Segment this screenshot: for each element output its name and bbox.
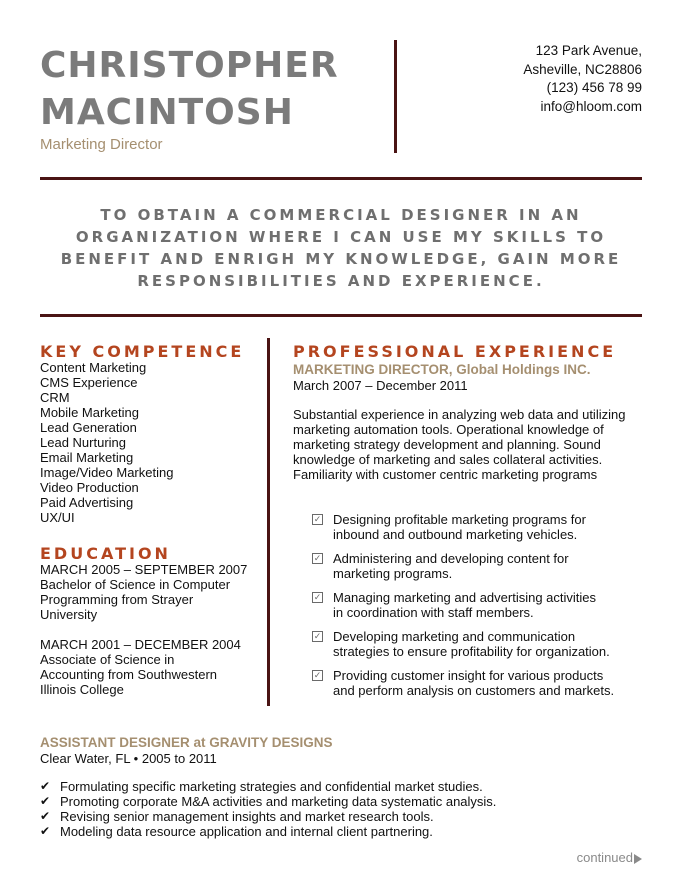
checkmark-icon: ✔: [40, 809, 51, 823]
summary-line: marketing strategy development and planning. Sound: [293, 437, 601, 452]
objective-line: RESPONSIBILITIES AND EXPERIENCE.: [137, 272, 545, 290]
summary-line: knowledge of marketing and sales collateral activities.: [293, 452, 603, 467]
duty-item: [312, 551, 632, 581]
education-list: [40, 562, 260, 697]
duty-item: [40, 809, 496, 824]
job2-title: ASSISTANT DESIGNER at GRAVITY DESIGNS: [40, 735, 333, 750]
checkmark-icon: ✔: [40, 779, 51, 793]
competence-list: [40, 360, 173, 525]
competence-item: Lead Nurturing: [40, 435, 126, 450]
last-name: MACINTOSH: [40, 92, 294, 133]
duty-line: Developing marketing and communication: [333, 629, 576, 644]
competence-item: Mobile Marketing: [40, 405, 139, 420]
summary-line: Familiarity with customer centric marketing programs: [293, 467, 598, 482]
education-heading: EDUCATION: [40, 544, 171, 563]
job2-duties: [40, 779, 496, 839]
duty-text: Revising senior management insights and market research tools.: [60, 809, 434, 824]
checkbox-icon: ✓: [313, 631, 322, 641]
contact-city: Asheville, NC28806: [523, 61, 642, 77]
duty-item: [312, 512, 632, 542]
duty-line: and perform analysis on customers and markets.: [333, 683, 615, 698]
checkbox-icon: ✓: [313, 514, 322, 524]
checkmark-icon: ✔: [40, 824, 51, 838]
competence-item: CRM: [40, 390, 70, 405]
duty-item: [40, 779, 496, 794]
duty-item: [312, 668, 632, 698]
competence-item: UX/UI: [40, 510, 75, 525]
column-divider: [267, 338, 270, 706]
competence-item: Content Marketing: [40, 360, 147, 375]
education-line: Illinois College: [40, 682, 124, 697]
competence-item: CMS Experience: [40, 375, 138, 390]
competence-item: Video Production: [40, 480, 139, 495]
education-dates: MARCH 2005 – SEPTEMBER 2007: [40, 562, 248, 577]
job1-title: MARKETING DIRECTOR, Global Holdings INC.: [293, 362, 591, 377]
duty-text: Promoting corporate M&A activities and marketing data systematic analysis.: [60, 794, 497, 809]
duty-item: [312, 629, 632, 659]
duty-item: [312, 590, 632, 620]
duty-line: strategies to ensure profitability for organization.: [333, 644, 610, 659]
continued-indicator: [577, 850, 642, 865]
first-name: CHRISTOPHER: [40, 45, 339, 86]
job1-dates: March 2007 – December 2011: [293, 378, 468, 393]
duty-line: in coordination with staff members.: [333, 605, 534, 620]
duty-item: [40, 794, 496, 809]
education-line: Associate of Science in: [40, 652, 175, 667]
job1-summary: [293, 407, 643, 482]
checkbox-icon: ✓: [313, 553, 322, 563]
checkmark-icon: ✔: [40, 794, 51, 808]
objective-statement: [40, 204, 642, 292]
contact-block: [523, 42, 642, 116]
continued-label: continued: [576, 850, 633, 865]
triangle-right-icon: [634, 854, 642, 864]
duty-line: marketing programs.: [333, 566, 453, 581]
competence-item: Image/Video Marketing: [40, 465, 174, 480]
checkbox-icon: ✓: [313, 592, 322, 602]
middle-rule: [40, 314, 642, 317]
education-line: Programming from Strayer: [40, 592, 194, 607]
contact-phone: (123) 456 78 99: [546, 80, 642, 95]
education-line: Bachelor of Science in Computer: [40, 577, 231, 592]
duty-line: Managing marketing and advertising activities: [333, 590, 597, 605]
duty-line: Designing profitable marketing programs for: [333, 512, 586, 527]
education-line: University: [40, 607, 98, 622]
competence-heading: KEY COMPETENCE: [40, 342, 245, 361]
contact-email[interactable]: info@hloom.com: [540, 98, 642, 114]
competence-item: Lead Generation: [40, 420, 137, 435]
checkbox-icon: ✓: [313, 670, 322, 680]
summary-line: marketing automation tools. Operational knowledge of: [293, 422, 604, 437]
summary-line: Substantial experience in analyzing web data and utilizing: [293, 407, 626, 422]
objective-line: TO OBTAIN A COMMERCIAL DESIGNER IN AN: [100, 206, 582, 224]
duty-line: inbound and outbound marketing vehicles.: [333, 527, 578, 542]
duty-text: Formulating specific marketing strategies and confidential market studies.: [60, 779, 483, 794]
education-line: Accounting from Southwestern: [40, 667, 218, 682]
competence-item: Paid Advertising: [40, 495, 134, 510]
objective-line: ORGANIZATION WHERE I CAN USE MY SKILLS TO: [75, 228, 607, 246]
education-dates: MARCH 2001 – DECEMBER 2004: [40, 637, 241, 652]
job1-duties: [312, 512, 632, 707]
duty-line: Providing customer insight for various products: [333, 668, 604, 683]
top-rule: [40, 177, 642, 180]
duty-text: Modeling data resource application and internal client partnering.: [60, 824, 433, 839]
contact-street: 123 Park Avenue,: [535, 43, 642, 58]
experience-heading: PROFESSIONAL EXPERIENCE: [293, 342, 617, 361]
competence-item: Email Marketing: [40, 450, 134, 465]
header-divider: [394, 40, 397, 153]
job-title-subtitle: Marketing Director: [40, 136, 163, 153]
job2-location-dates: Clear Water, FL • 2005 to 2011: [40, 751, 217, 766]
duty-line: Administering and developing content for: [333, 551, 569, 566]
objective-line: BENEFIT AND ENRIGH MY KNOWLEDGE, GAIN MORE: [60, 250, 622, 268]
duty-item: [40, 824, 496, 839]
